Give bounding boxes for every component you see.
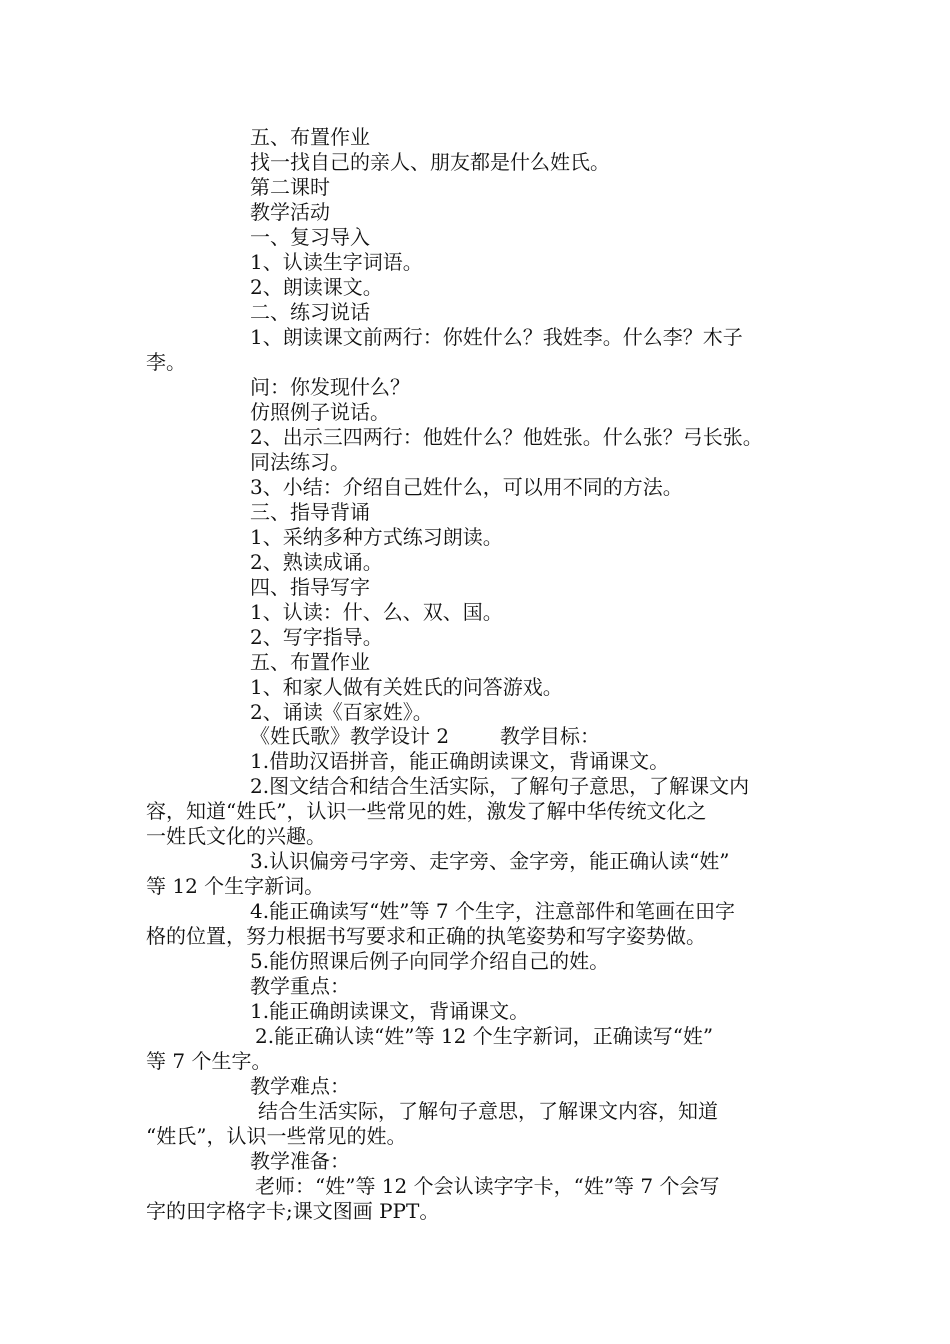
text-line: 四、指导写字 [250,575,370,599]
text-line: 第二课时 [250,175,330,199]
text-line: 1、采纳多种方式练习朗读。 [250,525,503,549]
section-heading: 《姓氏歌》教学设计 2 教学目标： [250,724,600,748]
text-line: 2.图文结合和结合生活实际，了解句子意思，了解课文内 [250,774,750,798]
text-line: 等 7 个生字。 [146,1049,272,1073]
text-line: 2.能正确认读“姓”等 12 个生字新词，正确读写“姓” [255,1024,714,1048]
text-line: 三、指导背诵 [250,500,370,524]
text-line: 李。 [146,350,186,374]
text-line: 1、朗读课文前两行：你姓什么？我姓李。什么李？木子 [250,325,743,349]
text-line: 2、诵读《百家姓》。 [250,700,433,724]
text-line: 找一找自己的亲人、朋友都是什么姓氏。 [250,150,610,174]
text-line: 容，知道“姓氏”，认识一些常见的姓，激发了解中华传统文化之 [146,799,707,823]
text-line: 1、和家人做有关姓氏的问答游戏。 [250,675,563,699]
text-line: 教学难点： [250,1074,350,1098]
text-line: 结合生活实际，了解句子意思，了解课文内容，知道 [258,1099,718,1123]
text-line: 教学活动 [250,200,330,224]
text-line: 一、复习导入 [250,225,370,249]
text-line: 3.认识偏旁弓字旁、走字旁、金字旁，能正确认读“姓” [250,849,730,873]
text-line: 格的位置，努力根据书写要求和正确的执笔姿势和写字姿势做。 [146,924,706,948]
text-line: 字的田字格字卡;课文图画 PPT。 [146,1199,440,1223]
text-line: 问：你发现什么？ [250,375,410,399]
text-line: 一姓氏文化的兴趣。 [146,824,326,848]
text-line: 4.能正确读写“姓”等 7 个生字，注意部件和笔画在田字 [250,899,735,923]
text-line: “姓氏”，认识一些常见的姓。 [146,1124,407,1148]
text-line: 等 12 个生字新词。 [146,874,325,898]
text-line: 2、熟读成诵。 [250,550,383,574]
text-line: 3、小结：介绍自己姓什么，可以用不同的方法。 [250,475,683,499]
text-line: 1.借助汉语拼音，能正确朗读课文，背诵课文。 [250,749,670,773]
text-line: 1、认读：什、么、双、国。 [250,600,503,624]
text-line: 教学重点： [250,974,350,998]
text-line: 同法练习。 [250,450,350,474]
text-line: 1、认读生字词语。 [250,250,423,274]
text-line: 2、出示三四两行：他姓什么？他姓张。什么张？弓长张。 [250,425,763,449]
text-line: 2、写字指导。 [250,625,383,649]
text-line: 五、布置作业 [250,125,370,149]
text-line: 教学准备： [250,1149,350,1173]
text-line: 2、朗读课文。 [250,275,383,299]
text-line: 五、布置作业 [250,650,370,674]
text-line: 5.能仿照课后例子向同学介绍自己的姓。 [250,949,610,973]
text-line: 仿照例子说话。 [250,400,390,424]
text-line: 老师：“姓”等 12 个会认读字字卡，“姓”等 7 个会写 [255,1174,720,1198]
text-line: 二、练习说话 [250,300,370,324]
text-line: 1.能正确朗读课文，背诵课文。 [250,999,530,1023]
